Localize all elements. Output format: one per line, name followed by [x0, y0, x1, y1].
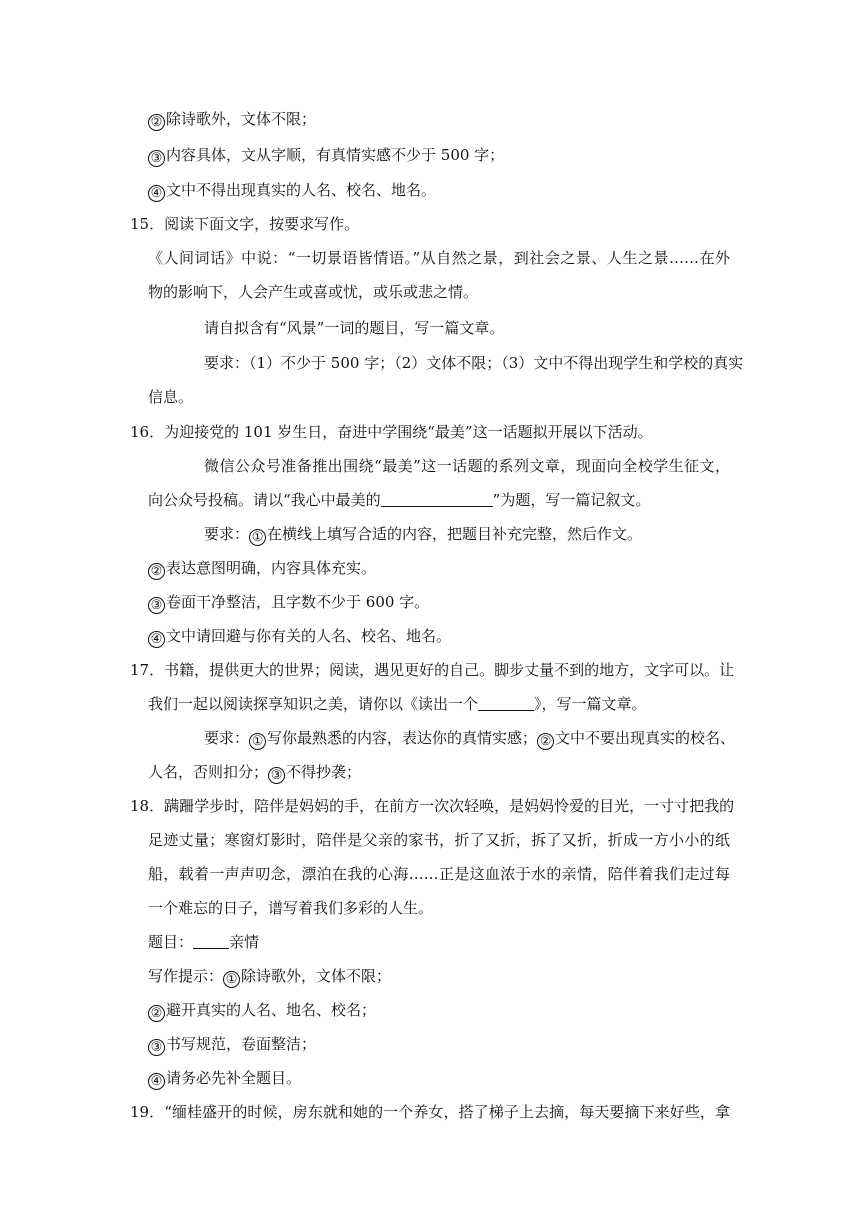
question-18-text: 足迹丈量；寒窗灯影时，陪伴是父亲的家书，折了又折，拆了又折，折成一方小小的纸 — [148, 831, 730, 849]
circled-number: ① — [249, 733, 266, 750]
question-18-hint: ② 避开真实的人名、地名、校名； — [148, 1000, 376, 1022]
circled-number: ③ — [148, 597, 165, 614]
question-16-requirement: ② 表达意图明确，内容具体充实。 — [148, 558, 376, 580]
requirement-line: ③ 内容具体，文从字顺，有真情实感不少于 500 字； — [148, 145, 504, 167]
question-15-requirements: 信息。 — [148, 388, 194, 406]
fill-blank — [381, 491, 493, 507]
circled-number: ④ — [148, 185, 165, 202]
requirement-line: ② 除诗歌外，文体不限； — [148, 109, 316, 131]
circled-number: ② — [537, 733, 554, 750]
question-15-text: 请自拟含有“风景”一词的题目，写一篇文章。 — [204, 319, 505, 337]
question-16-requirement: ④ 文中请回避与你有关的人名、校名、地名。 — [148, 626, 451, 648]
question-17-text: 我们一起以阅读探享知识之美，请你以《读出一个 》，写一篇文章。 — [148, 695, 647, 713]
circled-number: ① — [223, 971, 240, 988]
circled-number: ③ — [148, 1039, 165, 1056]
fill-blank — [193, 933, 229, 949]
circled-number: ② — [148, 563, 165, 580]
fill-blank — [478, 695, 534, 711]
circled-number: ④ — [148, 631, 165, 648]
question-15-requirements: 要求：（1）不少于 500 字；（2）文体不限；（3）文中不得出现学生和学校的真实 — [204, 354, 744, 372]
question-18-hint: ④ 请务必先补全题目。 — [148, 1068, 301, 1090]
question-18-text: 船，载着一声声叨念，漂泊在我的心海……正是这血浓于水的亲情，陪伴着我们走过每 — [148, 865, 730, 883]
circled-number: ③ — [268, 767, 285, 784]
question-17-requirement: 要求： ① 写你最熟悉的内容，表达你的真情实感； ② 文中不要出现真实的校名、 — [204, 729, 736, 749]
question-16-requirement: ③ 卷面干净整洁，且字数不少于 600 字。 — [148, 592, 429, 614]
question-18-hint: ③ 书写规范，卷面整洁； — [148, 1034, 316, 1056]
question-18-text: 18．蹒跚学步时，陪伴是妈妈的手，在前方一次次轻唤，是妈妈怜爱的目光，一寸寸把我的 — [130, 797, 735, 815]
question-18-hint: 写作提示： ① 除诗歌外，文体不限； — [148, 967, 392, 987]
question-15-text: 《人间词话》中说：“一切景语皆情语。”从自然之景，到社会之景、人生之景……在外 — [148, 249, 730, 267]
requirement-line: ④ 文中不得出现真实的人名、校名、地名。 — [148, 180, 436, 202]
question-16-title: 16．为迎接党的 101 岁生日，奋进中学围绕“最美”这一话题拟开展以下活动。 — [130, 423, 653, 441]
question-17-requirement: 人名，否则扣分； ③ 不得抄袭； — [148, 763, 362, 783]
question-16-requirement: 要求： ① 在横线上填写合适的内容，把题目补充完整，然后作文。 — [204, 525, 643, 545]
circled-number: ④ — [148, 1073, 165, 1090]
question-16-text: 微信公众号准备推出围绕“最美”这一话题的系列文章，现面向全校学生征文， — [204, 457, 730, 475]
circled-number: ① — [249, 529, 266, 546]
question-18-text: 一个难忘的日子，谱写着我们多彩的人生。 — [148, 899, 434, 917]
circled-number: ③ — [148, 150, 165, 167]
question-19-text: 19．“缅桂盛开的时候，房东就和她的一个养女，搭了梯子上去摘，每天要摘下来好些，拿 — [130, 1103, 730, 1121]
circled-number: ② — [148, 114, 165, 131]
question-15-title: 15．阅读下面文字，按要求写作。 — [130, 215, 360, 233]
question-16-text: 向公众号投稿。请以“我心中最美的 ”为题，写一篇记叙文。 — [148, 491, 651, 509]
question-17-text: 17．书籍，提供更大的世界；阅读，遇见更好的自己。脚步丈量不到的地方，文字可以。让 — [130, 661, 735, 679]
question-18-topic: 题目： 亲情 — [148, 933, 260, 951]
circled-number: ② — [148, 1005, 165, 1022]
question-15-text: 物的影响下，人会产生或喜或忧，或乐或悲之情。 — [148, 283, 479, 301]
